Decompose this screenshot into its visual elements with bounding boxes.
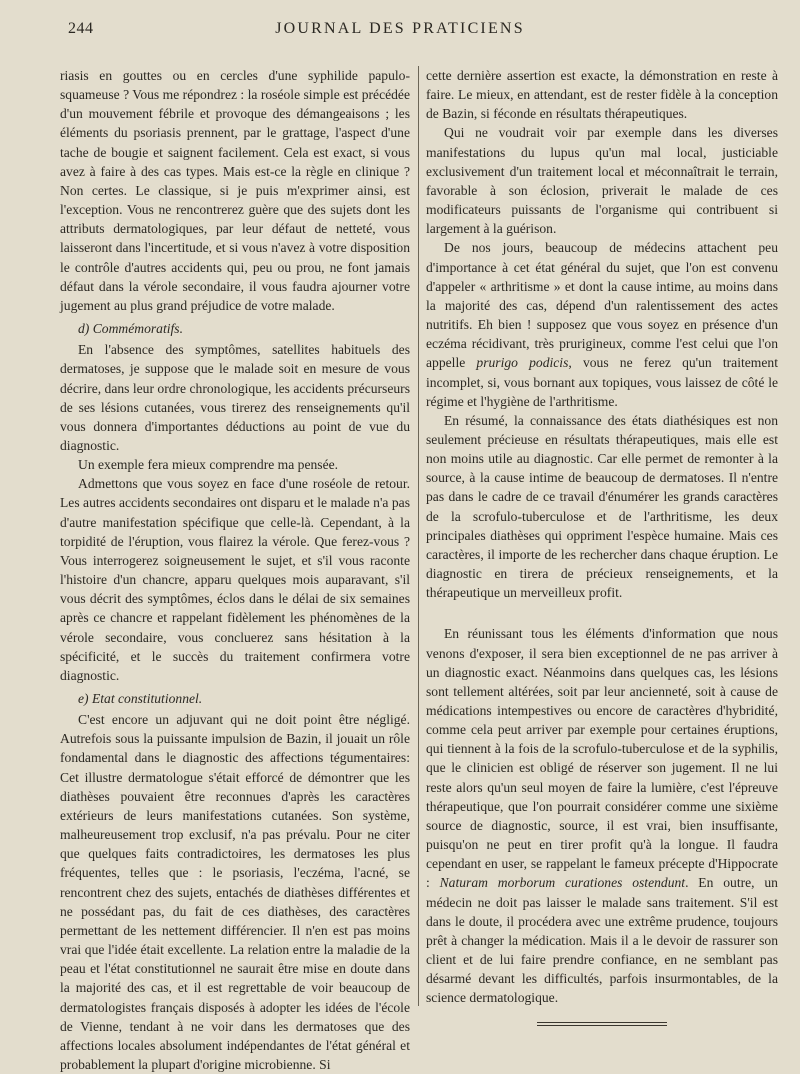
right-column bbox=[426, 66, 778, 1026]
paragraph bbox=[426, 238, 778, 410]
paragraph: En résumé, la connaissance des états diathésiques est non seulement précieuse en résultats thérapeutiques, mais elle est non moins utile au diagnostic. Car elle permet de remonter à la source, à la cause intime de beaucoup de dermatoses. Il n'entre pas dans le cadre de ce travail d'énumérer les grands caractères de la scrofulo-tuberculose et de l'arthritisme, les deux principales diathèses qui oppriment l'espèce humaine. Mais ces caractères, il importe de les rechercher dans chaque éruption. Le diagnostic en tirera de précieux renseignements, et la thérapeutique un merveilleux profit. bbox=[426, 412, 778, 601]
section-heading-commemoratifs: d) Commémoratifs. bbox=[78, 321, 183, 337]
paragraph: Admettons que vous soyez en face d'une roséole de retour. Les autres accidents secondaires ont disparu et le malade n'a pas d'autre manifestation spécifique que celle-là. Cependant, à la torpidité de l'éruption, vous flairez la vérole. Que ferez-vous ? Vous interrogerez soigneusement le sujet, et s'il vous raconte l'histoire d'un chancre, apparu quelques mois auparavant, s'il vous décrit des symptômes, éclos dans le délai de six semaines après ce chancre et rappelant fidèlement les phénomènes de la vérole secondaire, vous concluerez sans hésitation à la spécificité, et le succès du traitement confirmera votre diagnostic. bbox=[60, 476, 410, 683]
text-run: . En outre, un médecin ne doit pas laisser le malade sans traitement. S'il est dans le doute, il procédera avec une extrême prudence, toujours prêt à changer la médication. Mais il a le devoir de rassurer son client et de lui faire prendre confiance, en ne semblant pas désarmé devant les difficultés, parfois insurmontables, de la science dermatologique. bbox=[426, 875, 778, 1006]
text-run: De nos jours, beaucoup de médecins attachent peu d'importance à cet état général du sujet, que l'on est convenu d'appeler « arthritisme » et dont la cause intime, au moins dans la majorité des cas, dépend d'un ralentissement des actes nutritifs. Eh bien ! supposez que vous soyez en présence d'un eczéma récidivant, très prurigineux, comme l'est celui que l'on appelle bbox=[426, 240, 778, 371]
page-number: 244 bbox=[68, 20, 94, 37]
paragraph: En l'absence des symptômes, satellites habituels des dermatoses, je suppose que le malade soit en mesure de vous décrire, dans leur ordre chronologique, les accidents précurseurs de ses lésions cutanées, vous tirerez des renseignements qu'il vous donnera d'importantes déductions au point de vue du diagnostic. bbox=[60, 342, 410, 453]
latin-quote: Naturam morborum curationes ostendunt bbox=[439, 875, 686, 891]
paragraph: Un exemple fera mieux comprendre ma pensée. bbox=[78, 457, 339, 473]
paragraph bbox=[426, 624, 778, 1007]
left-column bbox=[60, 66, 410, 1074]
column-divider bbox=[418, 66, 419, 1006]
section-heading-etat-constitutionnel: e) Etat constitutionnel. bbox=[78, 691, 203, 706]
paragraph: Qui ne voudrait voir par exemple dans les diverses manifestations du lupus qu'un mal local, justiciable exclusivement d'un traitement local et méconnaîtrait le terrain, favorable à son éclosion, priverait le malade de ces modificateurs puissants de l'organisme qui contribuent si largement à la guérison. bbox=[426, 125, 778, 237]
section-gap bbox=[426, 602, 778, 624]
italic-term: prurigo podicis bbox=[476, 355, 569, 371]
running-title: JOURNAL DES PRATICIENS bbox=[275, 20, 525, 37]
text-run: En réunissant tous les éléments d'information que nous venons d'exposer, il sera bien exceptionnel de ne pas arriver à un diagnostic exact. Néanmoins dans quelques cas, les lésions sont tellement altérées, soit par leur ancienneté, soit à cause de médications intempestives ou encore de caractères d'hybridité, comme cela peut arriver par exemple pour certaines éruptions, qui tiennent à la fois de la scrofulo-tuberculose et de la syphilis, que le clinicien est obligé de réserver son jugement. Il ne lui reste alors qu'un seul moyen de faire la lumière, c'est l'épreuve thérapeutique, que l'on pourrait considérer comme une sixième source de diagnostic, source, il est vrai, bien insuffisante, puisqu'on ne peut en tirer profit qu'à la longue. Il faudra cependant en user, se rappelant le fameux précepte d'Hippocrate : bbox=[426, 626, 778, 891]
paragraph: C'est encore un adjuvant qui ne doit point être négligé. Autrefois sous la puissante impulsion de Bazin, il jouait un rôle fondamental dans le diagnostic des affections tégumentaires: Cet illustre dermatologue s'était efforcé de démontrer que les diathèses pouvaient être reconnues d'après les caractères extérieurs de leurs manifestations cutanées. Son système, malheureusement trop exclusif, n'a pas prévalu. Pour ne citer que quelques faits contradictoires, les dermatoses les plus fréquentes, telles que : le psoriasis, l'eczéma, l'acné, se rencontrent chez des sujets, entachés de diathèses différentes et ne possédant pas, du fait de ces diathèses, des caractères permettant de les nettement différencier. Il n'en est pas moins vrai que l'idée était excellente. La relation entre la maladie de la peau et l'état constitutionnel ne saurait être mise en doute dans la majorité des cas, et il est regrettable de voir beaucoup de dermatologistes français disposés à adopter les idées de l'école de Vienne, tendant à ne voir dans les dermatoses que des affections locales absolument indépendantes de l'état général et probablement la plupart d'origine microbienne. Si bbox=[60, 712, 410, 1072]
text-run: , vous ne ferez qu'un traitement incomplet, si, vous bornant aux topiques, vous laissez de côté le régime et l'hygiène de l'arthritisme. bbox=[426, 355, 778, 409]
end-of-article-rule bbox=[537, 1022, 667, 1026]
page-header bbox=[0, 20, 800, 44]
paragraph: cette dernière assertion est exacte, la démonstration en reste à faire. Le mieux, en attendant, est de rester fidèle à la conception de Bazin, si féconde en résultats thérapeutiques. bbox=[426, 68, 778, 122]
paragraph: riasis en gouttes ou en cercles d'une syphilide papulo-squameuse ? Vous me répondrez : la roséole simple est précédée d'un mouvement fébrile et provoque des démangeaisons ; les éléments du psoriasis prennent, par le grattage, l'aspect d'une tache de bougie et saignent facilement. Cela est exact, si vous avez à faire à des cas types. Mais est-ce la règle en clinique ? Non certes. Le classique, si je puis m'exprimer ainsi, est l'exception. Vous ne rencontrerez guère que des sujets dont les attributs dermatologiques, par leur défaut de netteté, vous laisseront dans l'incertitude, et si vous n'avez à votre disposition le contrôle d'autres accidents qui, peu ou prou, ne font jamais défaut dans la vérole secondaire, il vous faudra ajourner votre jugement au plus grand préjudice de votre malade. bbox=[60, 68, 410, 313]
